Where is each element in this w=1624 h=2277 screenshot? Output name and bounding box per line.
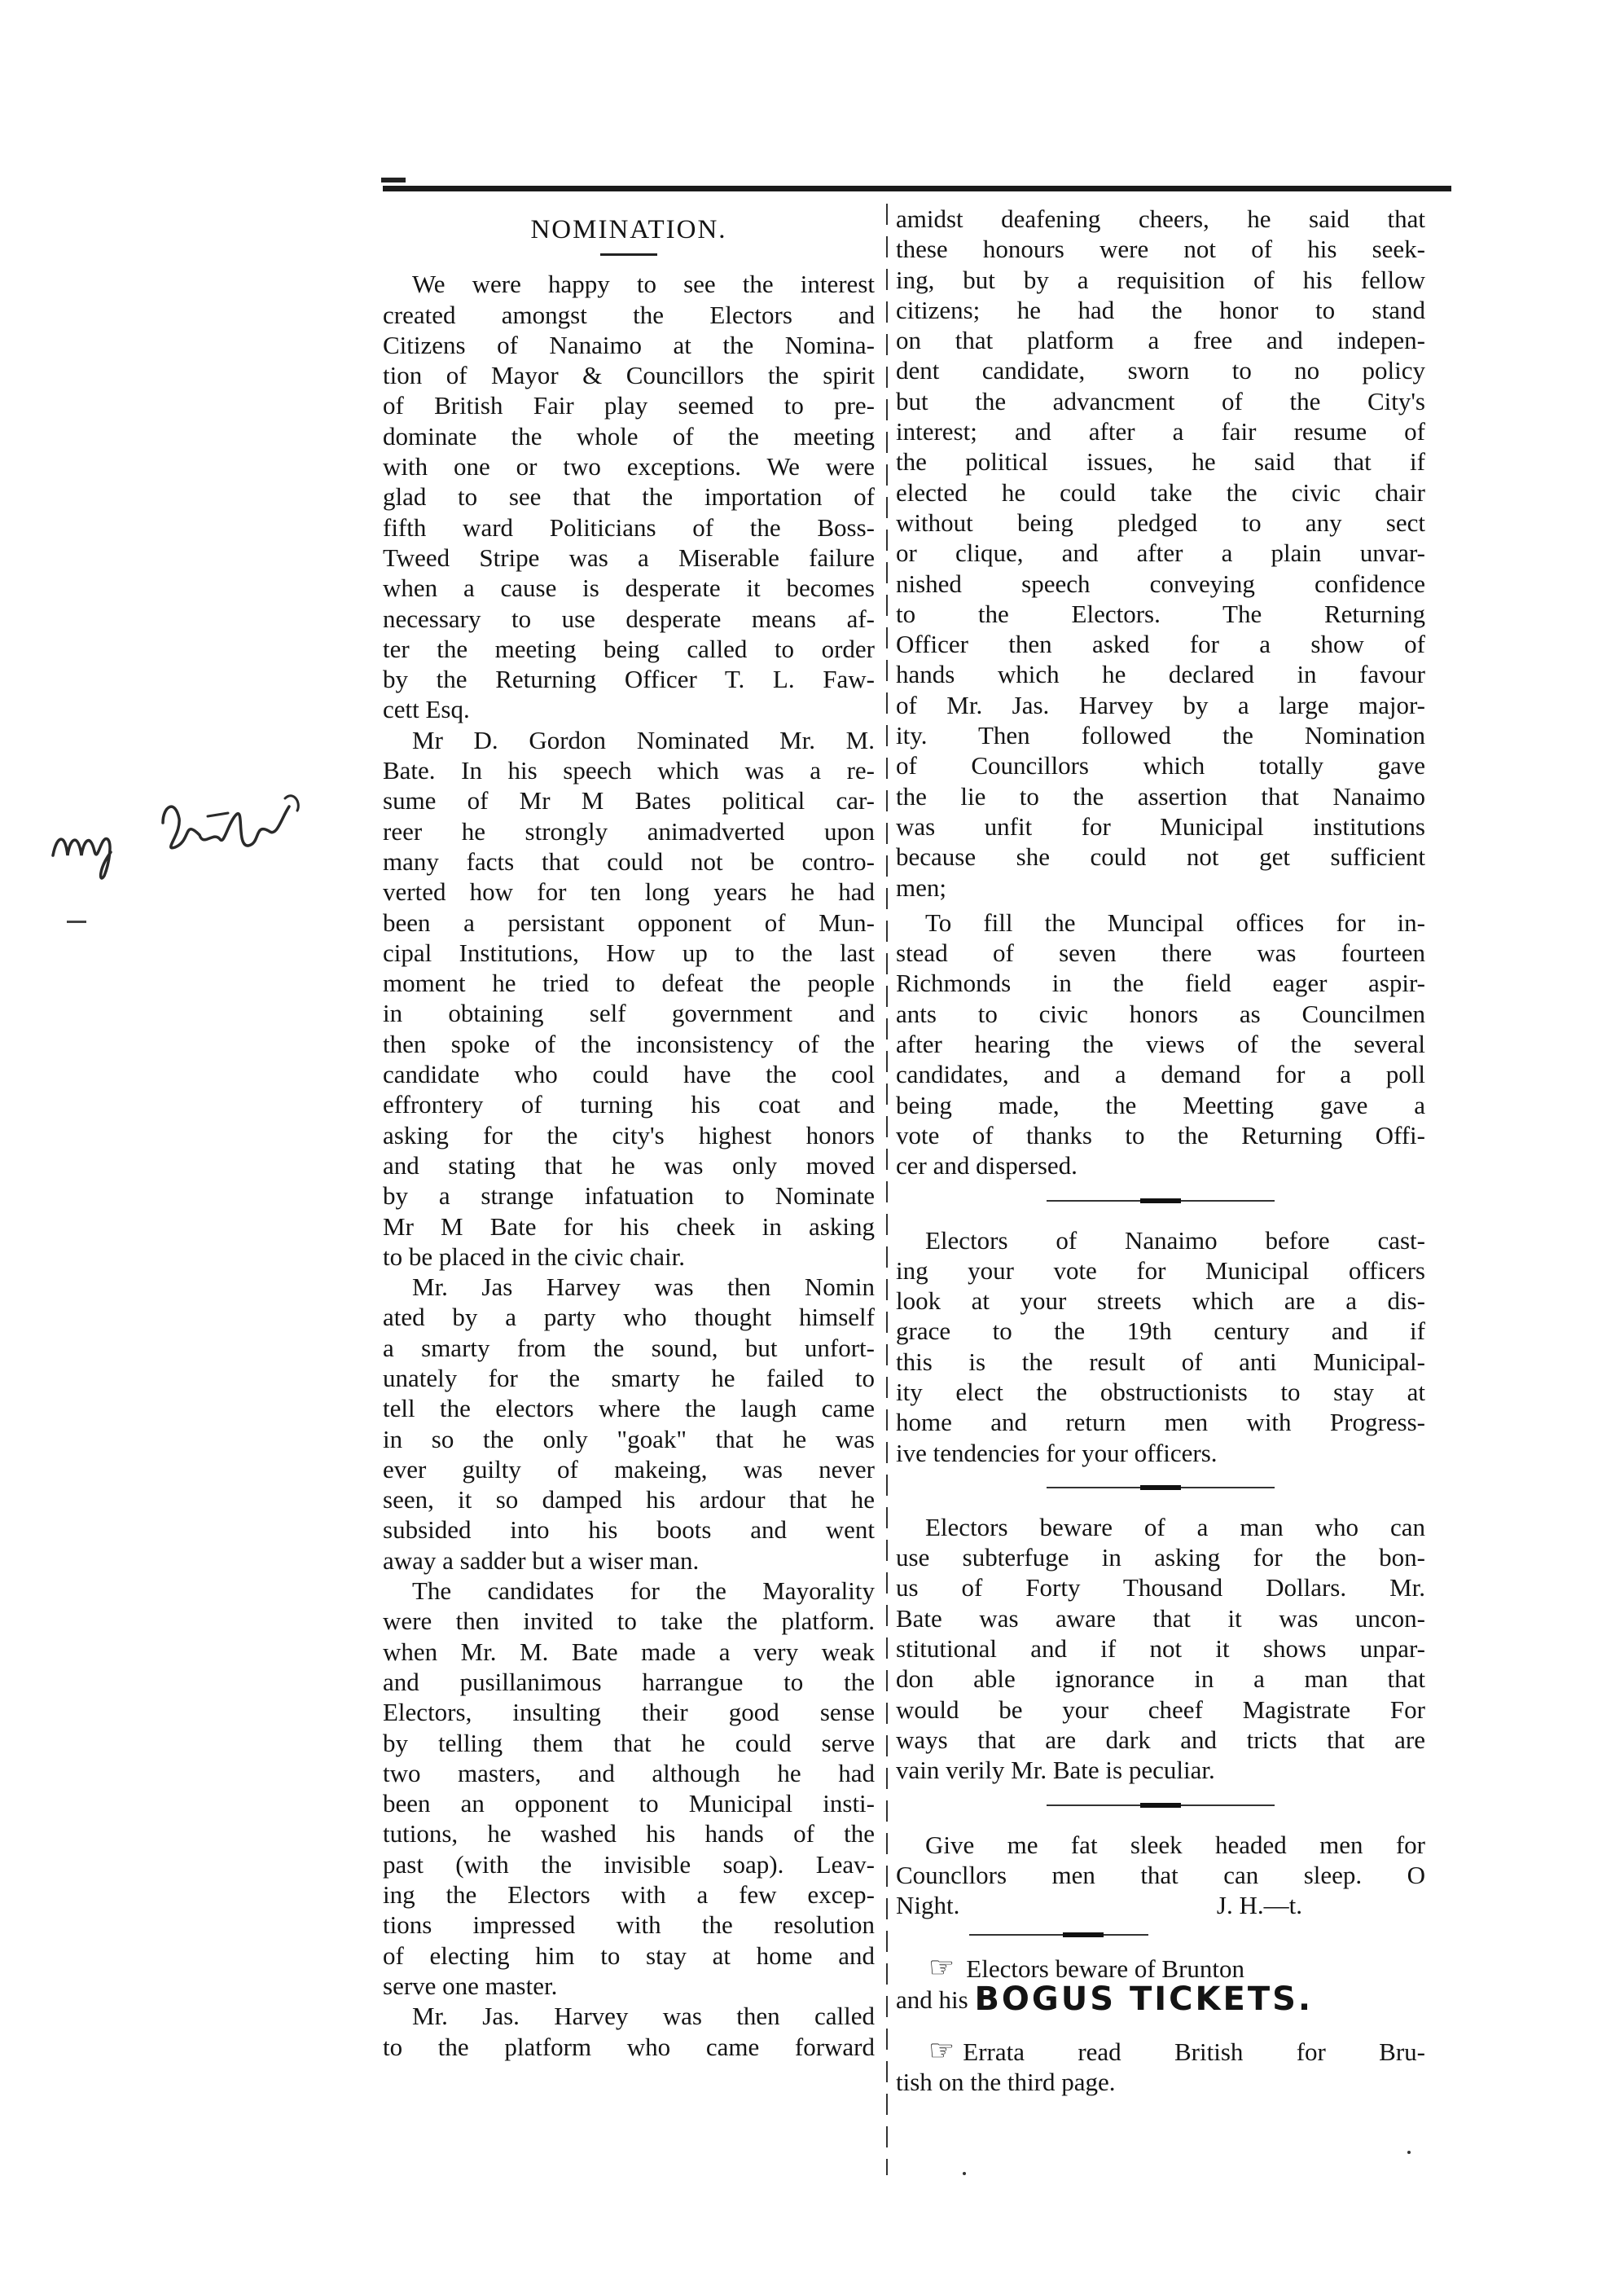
section-separator (1047, 1804, 1275, 1807)
article-line: or clique, and after a plain unvar- (896, 538, 1425, 568)
article-line: on that platform a free and indepen- (896, 326, 1425, 355)
notice-errata-line2: tish on the third page. (896, 2068, 1116, 2097)
article-line: Mr D. Gordon Nominated Mr. M. (412, 725, 875, 754)
article-line: in so the only "goak" that he was (383, 1424, 875, 1453)
notice-brunton-line2 (896, 1980, 1425, 2018)
notice-errata (896, 2036, 1425, 2098)
masthead-dash (381, 178, 406, 182)
article-line: serve one master. (383, 1971, 558, 2000)
article-line: by the Returning Officer T. L. Faw- (383, 665, 875, 694)
notice-line: this is the result of anti Municipal- (896, 1347, 1425, 1376)
article-paragraph (383, 725, 875, 1272)
article-line: ants to civic honors as Councilmen (896, 999, 1425, 1028)
column-divider (886, 204, 888, 2175)
article-line: and stating that he was only moved (383, 1150, 875, 1180)
article-line: Citizens of Nanaimo at the Nomina- (383, 330, 875, 359)
article-line: a smarty from the sound, but unfort- (383, 1333, 875, 1362)
article-line: The candidates for the Mayorality (412, 1576, 875, 1606)
article-line: of electing him to stay at home and (383, 1941, 875, 1970)
article-line: two masters, and although he had (383, 1758, 875, 1787)
bogus-tickets-heading: BOGUS TICKETS. (974, 1980, 1314, 2018)
article-line: ity. Then followed the Nomination (896, 721, 1425, 750)
notice-line: Electors beware of a man who can (925, 1512, 1425, 1541)
article-line: Bate. In his speech which was a re- (383, 756, 875, 785)
article-line: to the Electors. The Returning (896, 599, 1425, 628)
notice-line: ways that are dark and tricts that are (896, 1725, 1425, 1754)
article-line: many facts that could not be contro- (383, 846, 875, 876)
notice-line: use subterfuge in asking for the bon- (896, 1543, 1425, 1572)
article-headline: NOMINATION. (530, 215, 727, 244)
article-line: of Mr. Jas. Harvey by a large major- (896, 690, 1425, 719)
article-line: cer and dispersed. (896, 1151, 1078, 1180)
article-line: after hearing the views of the several (896, 1030, 1425, 1059)
notice-line: Councllors men that can sleep. O (896, 1860, 1425, 1889)
notice-line: us of Forty Thousand Dollars. Mr. (896, 1573, 1425, 1602)
article-line: unately for the smarty he failed to (383, 1363, 875, 1392)
notice-line: would be your cheef Magistrate For (896, 1695, 1425, 1724)
notice-brunton-prefix: and his (896, 1985, 968, 2014)
article-line: to the platform who came forward (383, 2032, 875, 2061)
article-line: stead of seven there was fourteen (896, 938, 1425, 968)
signature: J. H.—t. (1216, 1891, 1302, 1920)
article-line: was unfit for Municipal institutions (896, 811, 1425, 841)
notice-errata-line1 (896, 2036, 1425, 2067)
notice-line: Bate was aware that it was uncon- (896, 1603, 1425, 1633)
article-line: Tweed Stripe was a Miserable failure (383, 543, 875, 572)
article-line: without being pledged to any sect (896, 508, 1425, 537)
article-line: when a cause is desperate it becomes (383, 574, 875, 603)
article-line: tions impressed with the resolution (383, 1910, 875, 1940)
article-line: necessary to use desperate means af- (383, 604, 875, 633)
article-line: cipal Institutions, How up to the last (383, 938, 875, 967)
article-line: past (with the invisible soap). Leav- (383, 1849, 875, 1879)
article-line: nished speech conveying confidence (896, 569, 1425, 598)
article-line: subsided into his boots and went (383, 1515, 875, 1545)
article-line: hands which he declared in favour (896, 660, 1425, 689)
article-line: of British Fair play seemed to pre- (383, 391, 875, 420)
notice-line: ity elect the obstructionists to stay at (896, 1377, 1425, 1406)
article-line: fifth ward Politicians of the Boss- (383, 512, 875, 542)
article-line: elected he could take the civic chair (896, 477, 1425, 507)
article-line: moment he tried to defeat the people (383, 969, 875, 998)
article-line: To fill the Muncipal offices for in- (925, 908, 1425, 937)
article-line: men; (896, 873, 946, 902)
article-line: Electors, insulting their good sense (383, 1698, 875, 1727)
article-line: the political issues, he said that if (896, 447, 1425, 477)
article-line: tell the electors where the laugh came (383, 1394, 875, 1423)
article-line: reer he strongly animadverted upon (383, 816, 875, 846)
article-line: Mr. Jas Harvey was then Nomin (412, 1273, 875, 1302)
article-line: tutions, he washed his hands of the (383, 1819, 875, 1848)
article-paragraph (383, 1576, 875, 2001)
pointing-hand-icon: ☞ (928, 1953, 955, 1985)
article-body-left (383, 269, 875, 2062)
handwritten-margin-note (41, 774, 334, 888)
article-line: effrontery of turning his coat and (383, 1090, 875, 1119)
paper-speck (1407, 2151, 1411, 2154)
article-line: by telling them that he could serve (383, 1728, 875, 1757)
article-line: been an opponent to Municipal insti- (383, 1789, 875, 1818)
top-rule (383, 186, 1451, 191)
article-line: Mr M Bate for his cheek in asking (383, 1211, 875, 1241)
article-line: to be placed in the civic chair. (383, 1242, 685, 1271)
article-line: and pusillanimous harrangue to the (383, 1667, 875, 1696)
notice-line: vain verily Mr. Bate is peculiar. (896, 1756, 1215, 1785)
article-line: ing the Electors with a few excep- (383, 1880, 875, 1910)
article-line: verted how for ten long years he had (383, 877, 875, 907)
article-line: dent candidate, sworn to no policy (896, 356, 1425, 385)
margin-dash (67, 921, 86, 923)
article-line: the lie to the assertion that Nanaimo (896, 781, 1425, 811)
notice-fat-men (896, 1830, 1425, 1891)
article-line: Mr. Jas. Harvey was then called (412, 2002, 875, 2031)
section-separator (1047, 1199, 1275, 1202)
article-line: being made, the Meetting gave a (896, 1090, 1425, 1119)
notice-line: ing your vote for Municipal officers (896, 1255, 1425, 1285)
notice-line: don able ignorance in a man that (896, 1664, 1425, 1694)
article-line: tion of Mayor & Councillors the spirit (383, 361, 875, 390)
article-line: in obtaining self government and (383, 999, 875, 1028)
article-line: when Mr. M. Bate made a very weak (383, 1637, 875, 1666)
notice-errata-text: Errata read British for Bru- (963, 2037, 1425, 2067)
article-line: interest; and after a fair resume of (896, 417, 1425, 446)
article-line: of Councillors which totally gave (896, 751, 1425, 780)
article-closing-paragraph (896, 908, 1425, 1181)
section-separator (1047, 1486, 1275, 1489)
article-line: asking for the city's highest honors (383, 1120, 875, 1149)
article-line: ated by a party who thought himself (383, 1303, 875, 1332)
article-line: Richmonds in the field eager aspir- (896, 969, 1425, 998)
headline-rule (600, 253, 657, 256)
notice-line: look at your streets which are a dis- (896, 1286, 1425, 1316)
article-line: sume of Mr M Bates political car- (383, 786, 875, 815)
article-line: We were happy to see the interest (412, 270, 875, 299)
article-line: were then invited to take the platform. (383, 1607, 875, 1636)
notice-line-night: Night. (896, 1891, 960, 1920)
paper-speck (963, 2172, 966, 2175)
article-line: ever guilty of makeing, was never (383, 1454, 875, 1484)
article-line: because she could not get sufficient (896, 842, 1425, 872)
article-line: candidate who could have the cool (383, 1060, 875, 1089)
notice-line: Electors of Nanaimo before cast- (925, 1225, 1425, 1255)
pointing-hand-icon: ☞ (928, 2036, 955, 2068)
article-line: glad to see that the importation of (383, 482, 875, 512)
article-body-right (896, 204, 1425, 903)
notice-fat-men-last-line (896, 1890, 1425, 1920)
left-column (383, 204, 875, 2062)
article-line: seen, it so damped his ardour that he (383, 1485, 875, 1514)
article-line: these honours were not of his seek- (896, 235, 1425, 264)
article-line: vote of thanks to the Returning Offi- (896, 1120, 1425, 1149)
notice-bonus (896, 1512, 1425, 1786)
article-line: but the advancment of the City's (896, 386, 1425, 415)
article-line: created amongst the Electors and (383, 300, 875, 329)
notice-line: stitutional and if not it shows unpar- (896, 1634, 1425, 1664)
notice-brunton-text: Electors beware of Brunton (966, 1954, 1245, 1984)
notice-line: Give me fat sleek headed men for (925, 1830, 1425, 1859)
article-line: ter the meeting being called to order (383, 634, 875, 663)
right-column (896, 204, 1425, 2098)
article-line: cett Esq. (383, 695, 470, 724)
article-paragraph (383, 1272, 875, 1576)
article-line: then spoke of the inconsistency of the (383, 1029, 875, 1058)
article-line: Officer then asked for a show of (896, 630, 1425, 659)
article-line: candidates, and a demand for a poll (896, 1060, 1425, 1089)
article-paragraph (383, 269, 875, 724)
article-line: citizens; he had the honor to stand (896, 295, 1425, 324)
article-line: by a strange infatuation to Nominate (383, 1181, 875, 1211)
notice-line: ive tendencies for your officers. (896, 1438, 1218, 1467)
article-line: with one or two exceptions. We were (383, 452, 875, 481)
article-line: been a persistant opponent of Mun- (383, 908, 875, 937)
notice-streets (896, 1225, 1425, 1468)
section-separator (969, 1933, 1148, 1936)
notice-line: grace to the 19th century and if (896, 1317, 1425, 1346)
article-line: ing, but by a requisition of his fellow (896, 265, 1425, 294)
article-line: dominate the whole of the meeting (383, 421, 875, 451)
article-line: amidst deafening cheers, he said that (896, 204, 1425, 233)
article-paragraph (383, 2001, 875, 2062)
notice-brunton (896, 1953, 1425, 2018)
notice-line: home and return men with Progress- (896, 1408, 1425, 1437)
article-line: away a sadder but a wiser man. (383, 1545, 700, 1575)
